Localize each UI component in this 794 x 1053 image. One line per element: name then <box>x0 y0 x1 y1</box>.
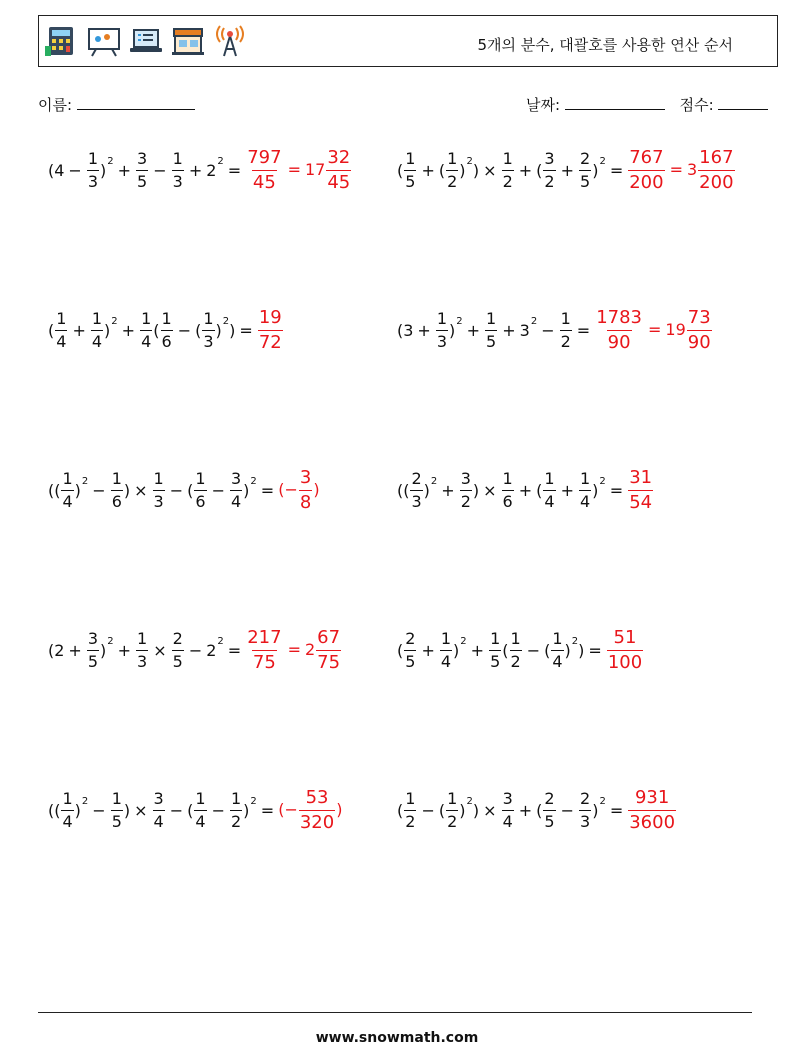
date-blank <box>565 95 665 110</box>
problem-6: (( $\frac{2}{3}$ ) 2 + $\frac{3}{2}$ ) × $\frac{1}{6}$ + ( $\frac{1}{4}$ + $\frac{1}{4}$ ) 2 = $\frac{31}{54}$ <box>397 466 653 513</box>
name-field <box>38 94 195 115</box>
footer-divider <box>38 1012 752 1013</box>
score-blank <box>718 95 768 110</box>
problem-4: (3 + $\frac{1}{3}$ ) 2 + $\frac{1}{5}$ + 3 2 − $\frac{1}{2}$ = $\frac{1783}{90}$ = 19 $\frac{73}{90}$ <box>397 306 711 353</box>
laptop-icon <box>129 24 163 58</box>
answer-5: (− $\frac{3}{8}$ ) <box>278 466 320 513</box>
problem-1: (4 − $\frac{1}{3}$ ) 2 + $\frac{3}{5}$ − $\frac{1}{3}$ + 2 2 = $\frac{797}{45}$ = 17 $\frac{32}{45}$ <box>48 146 351 193</box>
answer-6: $\frac{31}{54}$ <box>629 466 653 513</box>
problem-10: ( $\frac{1}{2}$ − ( $\frac{1}{2}$ ) 2 ) × $\frac{3}{4}$ + ( $\frac{2}{5}$ − $\frac{2}{3}$ ) 2 = $\frac{931}{3600}$ <box>397 786 676 833</box>
problem-5: (( $\frac{1}{4}$ ) 2 − $\frac{1}{6}$ ) × $\frac{1}{3}$ − ( $\frac{1}{6}$ − $\frac{3}{4}$ ) 2 = (− $\frac{3}{8}$ ) <box>48 466 320 513</box>
footer-url[interactable]: www.snowmath.com <box>315 1030 479 1046</box>
score-label: 점수: <box>679 96 714 114</box>
name-blank <box>77 95 195 110</box>
header-icons <box>45 24 247 58</box>
presentation-board-icon <box>87 24 121 58</box>
problem-7: (2 + $\frac{3}{5}$ ) 2 + $\frac{1}{3}$ × $\frac{2}{5}$ − 2 2 = $\frac{217}{75}$ = 2 $\frac{67}{75}$ <box>48 626 341 673</box>
answer-7: $\frac{217}{75}$ = 2 $\frac{67}{75}$ <box>247 626 341 673</box>
date-label: 날짜: <box>526 96 561 114</box>
answer-3: $\frac{19}{72}$ <box>258 306 282 353</box>
calculator-icon <box>45 24 79 58</box>
answer-8: $\frac{51}{100}$ <box>607 626 643 673</box>
answer-10: $\frac{931}{3600}$ <box>629 786 676 833</box>
problem-8: ( $\frac{2}{5}$ + $\frac{1}{4}$ ) 2 + $\frac{1}{5}$ ( $\frac{1}{2}$ − ( $\frac{1}{4}$ ) 2 ) = $\frac{51}{100}$ <box>397 626 643 673</box>
answer-4: $\frac{1783}{90}$ = 19 $\frac{73}{90}$ <box>596 306 711 353</box>
problem-9: (( $\frac{1}{4}$ ) 2 − $\frac{1}{5}$ ) × $\frac{3}{4}$ − ( $\frac{1}{4}$ − $\frac{1}{2}$ ) 2 = (− $\frac{53}{320}$ ) <box>48 786 343 833</box>
radio-tower-icon <box>213 24 247 58</box>
storefront-icon <box>171 24 205 58</box>
date-score-fields <box>526 94 768 115</box>
worksheet-title: 5개의 분수, 대괄호를 사용한 연산 순서 <box>477 36 733 54</box>
name-label: 이름: <box>38 96 73 114</box>
answer-9: (− $\frac{53}{320}$ ) <box>278 786 343 833</box>
answer-2: $\frac{767}{200}$ = 3 $\frac{167}{200}$ <box>629 146 734 193</box>
problem-2: ( $\frac{1}{5}$ + ( $\frac{1}{2}$ ) 2 ) × $\frac{1}{2}$ + ( $\frac{3}{2}$ + $\frac{2}{5}$ ) 2 = $\frac{767}{200}$ = 3 $\frac{167}{200}$ <box>397 146 734 193</box>
problem-3: ( $\frac{1}{4}$ + $\frac{1}{4}$ ) 2 + $\frac{1}{4}$ ( $\frac{1}{6}$ − ( $\frac{1}{3}$ ) 2 ) = $\frac{19}{72}$ <box>48 306 282 353</box>
answer-1: $\frac{797}{45}$ = 17 $\frac{32}{45}$ <box>247 146 351 193</box>
worksheet-header <box>38 15 778 67</box>
